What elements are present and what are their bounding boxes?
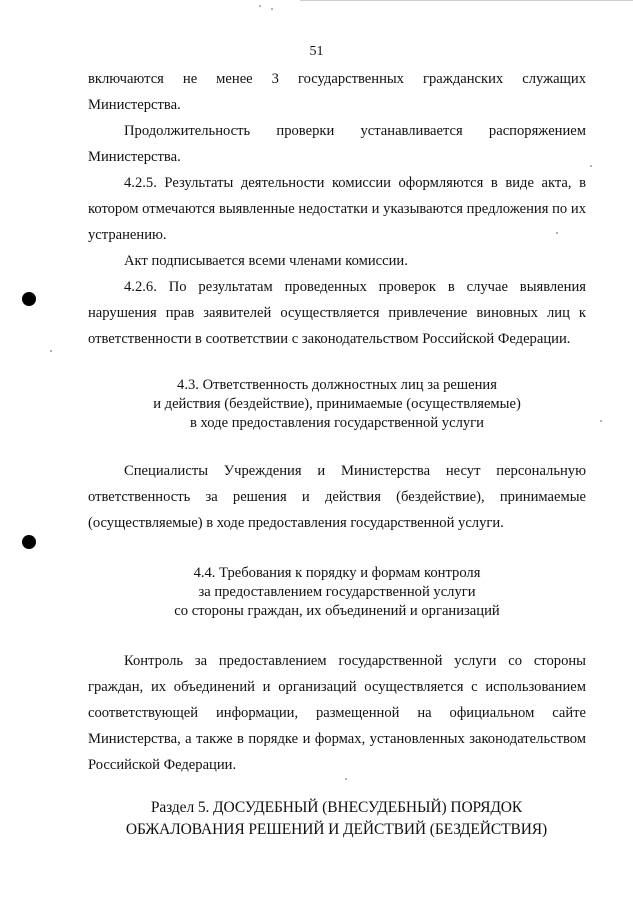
scan-speck [345,778,347,780]
paragraph-group-4-3 [88,458,586,536]
heading-4-4 [88,564,586,621]
heading-4-3-line-1: 4.3. Ответственность должностных лиц за решения [177,377,497,393]
paragraph-group-4-2 [88,66,586,352]
heading-4-3-line-2: и действия (бездействие), принимаемые (осуществляемые) [153,396,521,412]
scan-edge-line [300,0,633,1]
paragraph-responsibility: Специалисты Учреждения и Министерства несут персональную ответственность за решения и действия (бездействие), принимаемые (осуществляемые) в ходе предоставления государственной услуги. [88,463,586,531]
paragraph-4-2-5: 4.2.5. Результаты деятельности комиссии оформляются в виде акта, в котором отмечаются выявленные недостатки и указываются предложения по их устранению. [88,175,586,243]
scan-speck [600,420,602,422]
paragraph-citizen-control: Контроль за предоставлением государственной услуги со стороны граждан, их объединений и организаций осуществляется с использованием соответствующей информации, размещенной на официальном сайте Министерства, а также в порядке и формах, установленных законодательством Российской Федерации. [88,653,586,773]
section-5-title [60,797,613,841]
section-5-title-line-1: Раздел 5. ДОСУДЕБНЫЙ (ВНЕСУДЕБНЫЙ) ПОРЯДОК [150,799,523,816]
heading-4-4-line-1: 4.4. Требования к порядку и формам контроля [193,565,481,581]
paragraph-group-4-4 [88,648,586,778]
heading-4-4-line-2: за предоставлением государственной услуги [198,584,476,600]
scan-speck [259,5,261,7]
punch-hole-mark [22,535,36,549]
heading-4-3 [88,376,586,433]
paragraph-act-signed: Акт подписывается всеми членами комиссии. [124,253,408,269]
scan-speck [556,232,558,234]
scan-speck [590,165,592,167]
page-number: 51 [309,44,324,59]
scan-speck [50,350,52,352]
scan-speck [271,8,273,10]
punch-hole-mark [22,292,36,306]
heading-4-3-line-3: в ходе предоставления государственной услуги [190,415,484,431]
paragraph-4-2-6: 4.2.6. По результатам проведенных проверок в случае выявления нарушения прав заявителей осуществляется привлечение виновных лиц к ответственности в соответствии с законодательством Российской Федерации. [88,279,586,347]
paragraph-inspection-duration: Продолжительность проверки устанавливается распоряжением Министерства. [88,123,586,165]
section-5-title-line-2: ОБЖАЛОВАНИЯ РЕШЕНИЙ И ДЕЙСТВИЙ (БЕЗДЕЙСТВИЯ) [125,821,548,838]
paragraph-commission-members: включаются не менее 3 государственных гражданских служащих Министерства. [88,71,586,113]
heading-4-4-line-3: со стороны граждан, их объединений и организаций [174,603,500,619]
